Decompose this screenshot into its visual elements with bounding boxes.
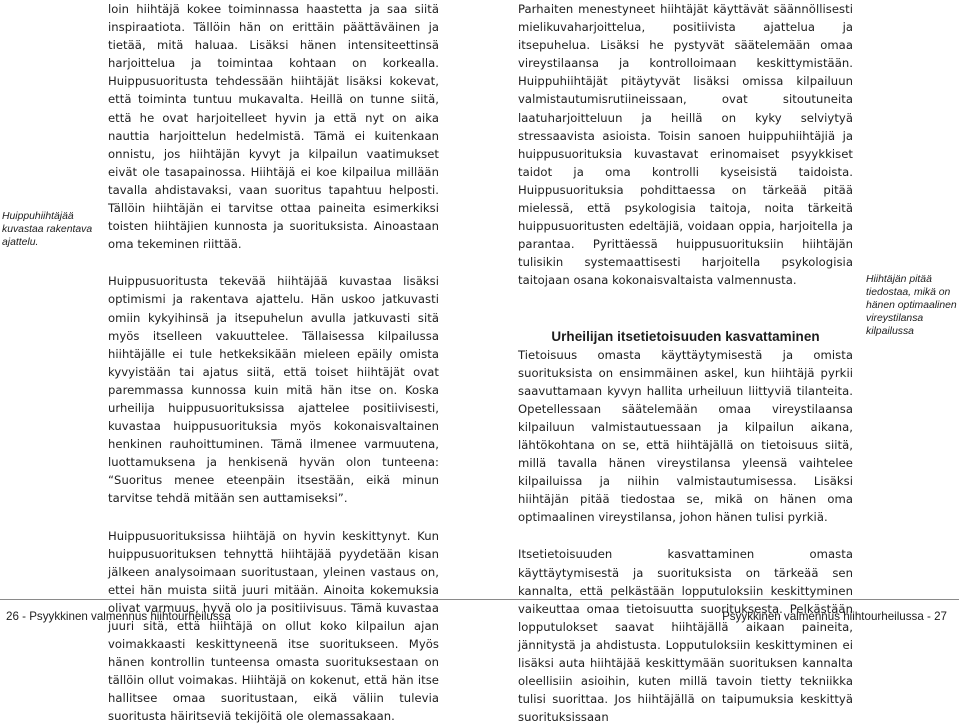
left-paragraph-2: Huippusuoritusta tekevää hiihtäjää kuvastaa lisäksi optimismi ja rakentava ajattelu. Hän uskoo jatkuvasti omiin kykyihinsä ja itsepuhelun avulla jatkuvasti sitä myös itselleen vakuuttelee. Tällaisessa kilpailussa hiihtäjälle ei tule hetkeksikään mieleen epäily omista kyvyistään tai ajatus siitä, että toiset hiihtäjät ovat paremmassa kunnossa kuin mitä hän itse on. Koska urheilija huippusuorituksissa ajattelee positiivisesti, kuvastaa huippusuorituksia myös kokonaisvaltainen henkinen rauhoittuminen. Tämä ilmenee varmuutena, luottamuksena ja henkisenä hyvän olon tunteena: “Suoritus menee eteenpäin itsestään, eikä minun tarvitse tehdä mitään sen auttamiseksi”. — [108, 274, 439, 506]
right-paragraph-3: Itsetietoisuuden kasvattaminen omasta käyttäytymisestä ja suorituksista on tärkeää sen kannalta, että pelkästään lopputuloksiin keskittyminen vaikeuttaa omaa tietoisuutta suorituksesta. Pelkästään lopputulokset saavat hiihtäjällä aikaan paineita, jännitystä ja ahdistusta. Lopputuloksiin keskittyminen ei lisäksi auta hiihtäjää keskittymään suorituksen kannalta oleellisiin asioihin, kuten millä tavoin tietty tekniikka tulisi suorittaa. Jos hiihtäjällä on taipumuksia keskittyä suorituksissaan — [518, 547, 853, 725]
footer-left-page-label: 26 - Psyykkinen valmennus hiihtourheilussa — [6, 610, 231, 623]
section-heading: Urheilijan itsetietoisuuden kasvattaminen — [551, 328, 820, 344]
right-paragraph-1: Parhaiten menestyneet hiihtäjät käyttävät säännöllisesti mielikuvaharjoittelua, positiivista ajattelua ja itsepuhelua. Lisäksi he pystyvät säätelemään omaa vireystilaansa ja kontrolloimaan keskittymistään. Huippuhiihtäjät pitäytyvät lisäksi omissa kilpailuun valmistautumisrutiineissaan, ovat sitoutuneita laatuharjoitteluun ja heillä on kyky selviytyä stressaavista asioista. Toisin sanoen huippuhiihtäjiä ja huippusuorituksia kuvastavat erinomaiset psyykkiset taidot ja oma kontrolli kyseisistä taidoista. Huippusuorituksia pohdittaessa on tärkeää pitää mielessä, että psykologisia taitoja, noita tärkeitä huippusuoritusten edeltäjiä, voidaan oppia, harjoitella ja parantaa. Pyrittäessä huippusuorituksiin hiihtäjän tulisikin systemaattisesti harjoitella psykologisia taitojaan osana kokonaisvaltaista valmennusta. — [518, 2, 853, 288]
footer-divider — [0, 599, 959, 600]
right-paragraph-2: Tietoisuus omasta käyttäytymisestä ja omista suorituksista on ensimmäinen askel, kun hiihtäjä pyrkii saavuttamaan kyvyn hallita urheiluun liittyviä tilanteita. Opetellessaan säätelemään omaa vireystilaansa kilpailuun valmistautuessaan ja kilpailun aikana, lähtökohtana on se, että hiihtäjällä on tietoisuus siitä, millä tavalla hänen vireystilansa yleensä vaihtelee kilpailuissa ja niihin valmistautumisessa. Lisäksi hiihtäjän pitää tiedostaa se, mikä on hänen oma optimaalinen vireystilansa, johon hänen tulisi pyrkiä. — [518, 347, 853, 525]
left-paragraph-1: loin hiihtäjä kokee toiminnassa haastetta ja saa siitä inspiraatiota. Tällöin hän on erittäin päättäväinen ja tietää, mitä haluaa. Lisäksi hänen intensiteettinsä harjoittelua ja toimintaa kohtaan on korkealla. Huippusuoritusta tehdessään hiihtäjät lisäksi kokevat, että toiminta tuntuu mukavalta. Heillä on tunne siitä, että he ovat harjoitelleet hyvin ja että nyt on aika nauttia harjoittelun hedelmistä. Tämä ei kuitenkaan onnistu, jos hiihtäjän kyvyt ja kilpailun vaatimukset eivät ole tasapainossa. Hiihtäjä ei koe kilpailua millään tavalla ahdistavaksi, vaan suoritus tapahtuu helposti. Tällöin hiihtäjän ei tarvitse ottaa paineita esimerkiksi toisten hiihtäjien kunnosta ja suorituksista. Ainoastaan oma tekeminen riittää. — [108, 2, 439, 252]
left-margin-note: Huippuhiihtäjää kuvastaa rakentava ajattelu. — [2, 211, 93, 248]
footer-right-page-label: Psyykkinen valmennus hiihtourheilussa - 27 — [722, 610, 947, 623]
left-paragraph-3: Huippusuorituksissa hiihtäjä on hyvin keskittynyt. Kun huippusuorituksen tehnyttä hiihtäjää pyydetään kisan jälkeen analysoimaan suoritustaan, yleinen vastaus on, ettei hän muista siitä juuri mitään. Ainoita kokemuksia olivat varmuus, hyvä olo ja positiivisuus. Tämä kuvastaa juuri sitä, että hiihtäjä on ollut koko kilpailun ajan voimakkaasti keskittyneenä itse suoritukseen. Myös hänen kontrollin tunteensa omasta suorituksestaan on tällöin ollut voimakas. Hiihtäjä on kokenut, että hän itse hallitsee omaa suoritustaan, eikä väliin tulevia suoritusta häiritseviä tekijöitä ole olemassakaan. — [108, 528, 439, 724]
right-margin-note: Hiihtäjän pitää tiedostaa, mikä on hänen optimaalinen vireystilansa kilpailussa — [866, 274, 957, 337]
